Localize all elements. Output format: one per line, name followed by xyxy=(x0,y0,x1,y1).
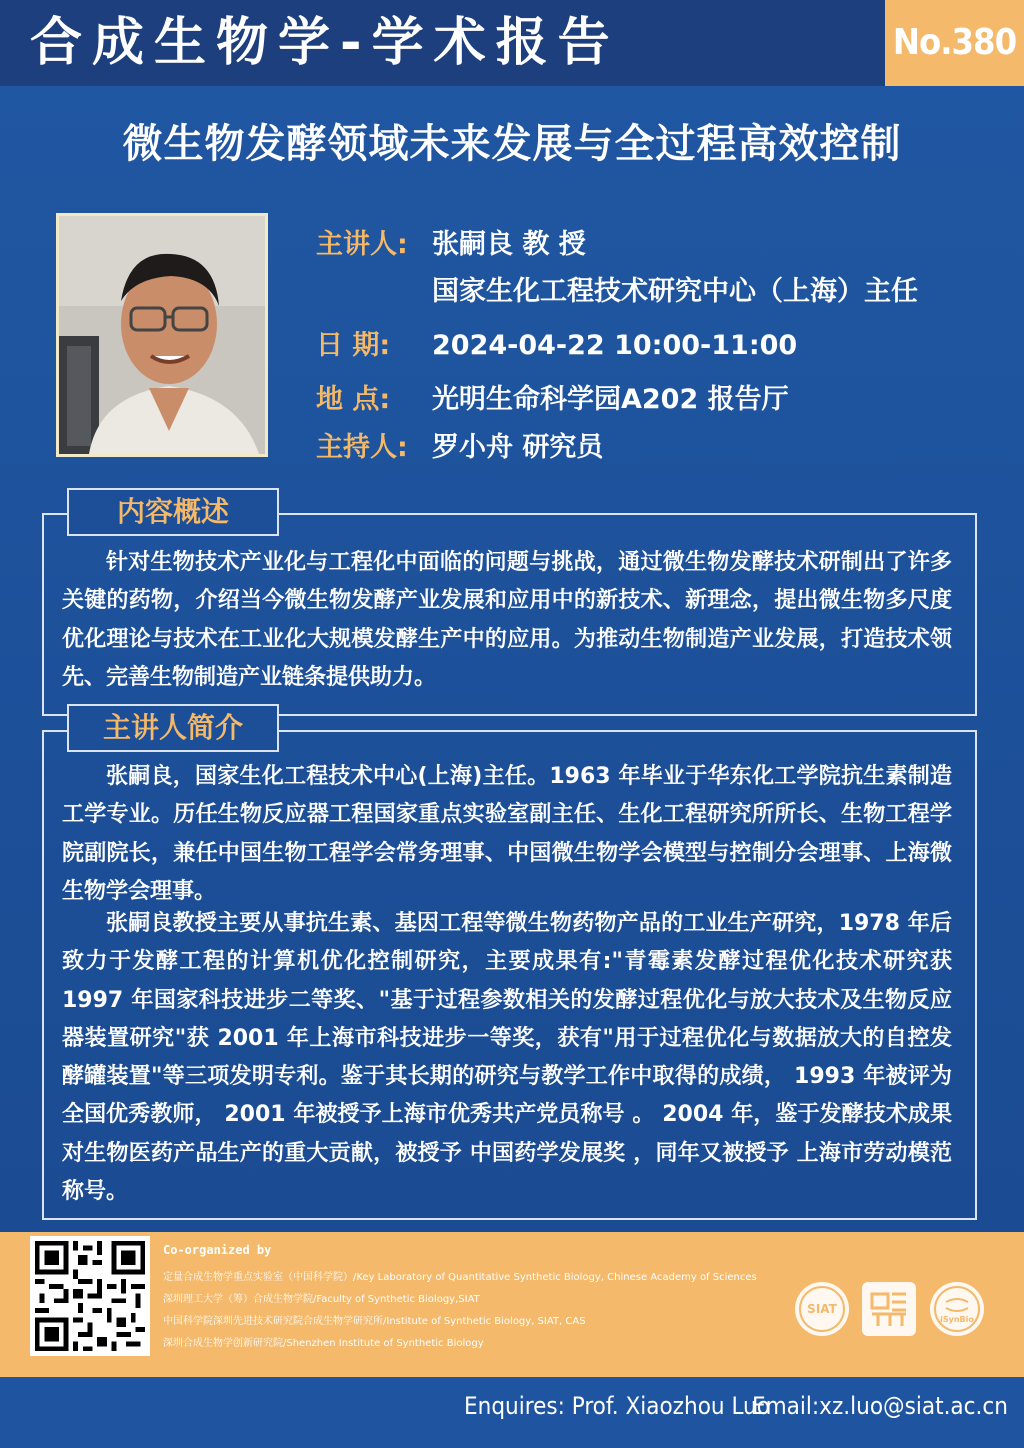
organizer-line: 深圳理工大学（筹）合成生物学院/Faculty of Synthetic Biology,SIAT xyxy=(163,1294,480,1305)
speaker-name: 张嗣良 教 授 xyxy=(432,229,586,260)
isynbio-logo xyxy=(928,1280,986,1338)
date-value: 2024-04-22 10:00-11:00 xyxy=(432,330,798,361)
speaker-affiliation: 国家生化工程技术研究中心（上海）主任 xyxy=(432,276,918,307)
organizer-line: 深圳合成生物学创新研究院/Shenzhen Institute of Synthetic Biology xyxy=(163,1338,484,1349)
organizer-line: 定量合成生物学重点实验室（中国科学院）/Key Laboratory of Quantitative Synthetic Biology, Chinese Academy of Sciences xyxy=(163,1272,757,1283)
host-label: 主持人: xyxy=(316,432,408,463)
summary-heading: 内容概述 xyxy=(67,488,279,536)
qr-code-icon xyxy=(30,1236,150,1356)
speaker-portrait-image xyxy=(59,216,265,454)
enquiries-contact: Enquires: Prof. Xiaozhou Luo xyxy=(464,1392,770,1420)
contact-email-link[interactable]: Email:xz.luo@siat.ac.cn xyxy=(752,1392,1008,1420)
bio-paragraph-1: 张嗣良，国家生化工程技术中心(上海)主任。1963 年毕业于华东化工学院抗生素制造工学专业。历任生物反应器工程国家重点实验室副主任、生化工程研究所所长、生物工程学院副院长，兼任中国生物工程学会常务理事、中国微生物学会模型与控制分会理事、上海微生物学会理事。 xyxy=(62,764,952,904)
speaker-label: 主讲人: xyxy=(316,229,408,260)
organizer-line: 中国科学院深圳先进技术研究院合成生物学研究所/Institute of Synthetic Biology, SIAT, CAS xyxy=(163,1316,586,1327)
lecture-number-badge: No.380 xyxy=(885,0,1024,86)
bio-heading: 主讲人简介 xyxy=(67,704,279,752)
co-organized-title: Co-organized by xyxy=(163,1243,272,1257)
siat-logo-text: SIAT xyxy=(807,1302,837,1316)
qr-code[interactable] xyxy=(30,1236,150,1356)
header-bar xyxy=(0,0,885,86)
location-label: 地 点: xyxy=(316,384,391,415)
bio-paragraph-2: 张嗣良教授主要从事抗生素、基因工程等微生物药物产品的工业生产研究，1978 年后致力于发酵工程的计算机优化控制研究，主要成果有:"青霉素发酵过程优化技术研究获 1997 年国家科技进步二等奖、"基于过程参数相关的发酵过程优化与放大技术及生物反应器装置研究"获 2001 年上海市科技进步一等奖，获有"用于过程优化与数据放大的自控发酵罐装置"等三项发明专利。鉴于其长期的研究与教学工作中取得的成绩， 1993 年被评为全国优秀教师， 2001 年被授予上海市优秀共产党员称号 。 2004 年，鉴于发酵技术成果对生物医药产品生产的重大贡献，被授予 中国药学发展奖 ，同年又被授予 上海市劳动模范称号。 xyxy=(62,911,952,1205)
date-label: 日 期: xyxy=(316,330,391,361)
host-value: 罗小舟 研究员 xyxy=(432,432,604,463)
location-value: 光明生命科学园A202 报告厅 xyxy=(432,384,789,415)
synbio-faculty-logo xyxy=(860,1280,918,1338)
speaker-photo xyxy=(56,213,268,457)
siat-logo xyxy=(793,1280,851,1338)
isynbio-logo-text: iSynBio xyxy=(940,1315,974,1324)
talk-title: 微生物发酵领域未来发展与全过程高效控制 xyxy=(122,121,902,167)
summary-text: 针对生物技术产业化与工程化中面临的问题与挑战，通过微生物发酵技术研制出了许多关键的药物，介绍当今微生物发酵产业发展和应用中的新技术、新理念，提出微生物多尺度优化理论与技术在工业化大规模发酵生产中的应用。为推动生物制造产业发展，打造技术领先、完善生物制造产业链条提供助力。 xyxy=(62,550,952,690)
series-title: 合成生物学-学术报告 xyxy=(30,13,620,73)
